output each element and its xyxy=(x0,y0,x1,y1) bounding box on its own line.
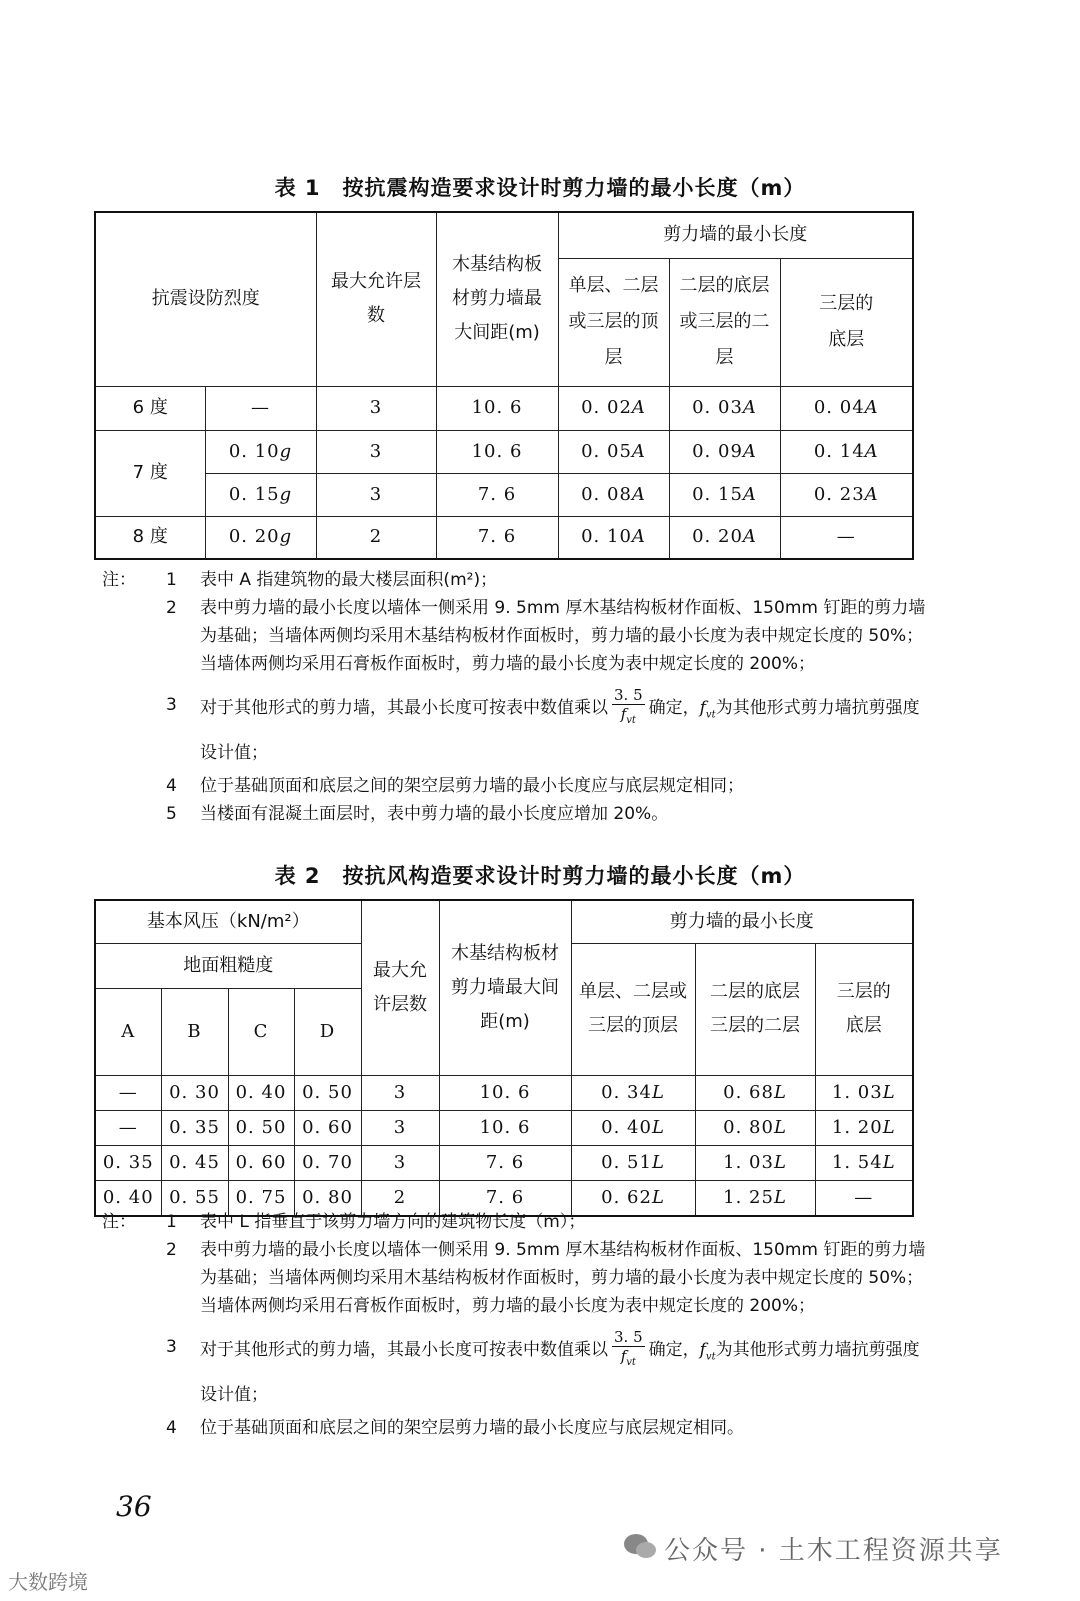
t1-header-sub2: 二层的底层或三层的二层 xyxy=(669,258,780,386)
formula-fraction: $\frac{3. 5}{f_{vt}}$ xyxy=(614,686,643,726)
t1-header-max-spacing: 木基结构板材剪力墙最大间距(m) xyxy=(436,212,558,386)
t2-row1-v3: 1. 03L xyxy=(815,1075,913,1110)
table2 xyxy=(94,899,914,1217)
t2-header-max-floors: 最大允许层数 xyxy=(361,900,439,1075)
t1-header-sub3: 三层的底层 xyxy=(780,258,913,386)
t1-header-sub1: 单层、二层或三层的顶层 xyxy=(558,258,669,386)
t1-row4-floors: 2 xyxy=(316,516,436,559)
t1-row1-acc: — xyxy=(205,386,316,430)
wechat-icon xyxy=(622,1532,658,1562)
t2-row4-b: 0. 55 xyxy=(161,1180,228,1216)
t1-row1-degree: 6 度 xyxy=(95,386,205,430)
t1-note1: 表中 A 指建筑物的最大楼层面积(m²)； xyxy=(200,570,498,590)
t1-row1-floors: 3 xyxy=(316,386,436,430)
t1-row4-v1: 0. 10A xyxy=(558,516,669,559)
table1-notes: 注： 1 表中 A 指建筑物的最大楼层面积(m²)； 2 表中剪力墙的最小长度以墙体一侧采用 9. 5mm 厚木基结构板材作面板、150mm 钉距的剪力墙为基础；当墙体两侧均采用木基结构板材作面板时，剪力墙的最小长度为表中规定长度的 50%；当墙体两侧均采用石膏板作面板时，剪力墙的最小长度为表中规定长度的 200%； 3 对于其他形式的剪力墙，其最小长度可按表中数值乘以 $\frac{3. 5}{f_{vt}}$ 确定，$f_{vt}$为其他形式剪力墙抗剪强度设计值； 4 位于基础顶面和底层之间的架空层剪力墙的最小长度应与底层规定相同； 5 当楼面有混凝土面层时，表中剪力墙的最小长度应增加 20%。 xyxy=(102,570,926,825)
table2-notes: 注： 1 表中 L 指垂直于该剪力墙方向的建筑物长度（m）； 2 表中剪力墙的最小长度以墙体一侧采用 9. 5mm 厚木基结构板材作面板、150mm 钉距的剪力墙为基础；当墙体两侧均采用木基结构板材作面板时，剪力墙的最小长度为表中规定长度的 50%；当墙体两侧均采用石膏板作面板时，剪力墙的最小长度为表中规定长度的 200%； 3 对于其他形式的剪力墙，其最小长度可按表中数值乘以 $\frac{3. 5}{f_{vt}}$ 确定，$f_{vt}$为其他形式剪力墙抗剪强度设计值； 4 位于基础顶面和底层之间的架空层剪力墙的最小长度应与底层规定相同。 xyxy=(102,1212,926,1439)
t1-row1-v3: 0. 04A xyxy=(780,386,913,430)
t1-header-intensity: 抗震设防烈度 xyxy=(95,212,316,386)
t1-row3-v2: 0. 15A xyxy=(669,473,780,516)
t2-row4-spacing: 7. 6 xyxy=(439,1180,571,1216)
t2-header-d: D xyxy=(294,988,361,1075)
t2-row3-d: 0. 70 xyxy=(294,1145,361,1180)
t1-row2-degree: 7 度 xyxy=(95,430,205,516)
t2-note2: 表中剪力墙的最小长度以墙体一侧采用 9. 5mm 厚木基结构板材作面板、150mm 钉距的剪力墙为基础；当墙体两侧均采用木基结构板材作面板时，剪力墙的最小长度为表中规定长度的 50%；当墙体两侧均采用石膏板作面板时，剪力墙的最小长度为表中规定长度的 200%； xyxy=(200,1240,926,1316)
t2-header-b: B xyxy=(161,988,228,1075)
t2-header-max-spacing: 木基结构板材剪力墙最大间距(m) xyxy=(439,900,571,1075)
t1-row3-v3: 0. 23A xyxy=(780,473,913,516)
t1-row2-v3: 0. 14A xyxy=(780,430,913,473)
t2-row3-a: 0. 35 xyxy=(95,1145,161,1180)
t1-row4-v3: — xyxy=(780,516,913,559)
t2-row1-a: — xyxy=(95,1075,161,1110)
t1-row4-spacing: 7. 6 xyxy=(436,516,558,559)
t2-row3-b: 0. 45 xyxy=(161,1145,228,1180)
page-number: 36 xyxy=(116,1490,152,1523)
t1-row3-spacing: 7. 6 xyxy=(436,473,558,516)
t2-note4: 位于基础顶面和底层之间的架空层剪力墙的最小长度应与底层规定相同。 xyxy=(200,1418,744,1439)
t2-row4-d: 0. 80 xyxy=(294,1180,361,1216)
t2-row4-c: 0. 75 xyxy=(228,1180,294,1216)
t1-row4-acc: 0. 20g xyxy=(205,516,316,559)
table1-title: 表 1 按抗震构造要求设计时剪力墙的最小长度（m） xyxy=(274,176,806,200)
t1-header-max-floors: 最大允许层数 xyxy=(316,212,436,386)
t2-row1-spacing: 10. 6 xyxy=(439,1075,571,1110)
t2-row1-c: 0. 40 xyxy=(228,1075,294,1110)
t2-row2-spacing: 10. 6 xyxy=(439,1110,571,1145)
t2-row2-a: — xyxy=(95,1110,161,1145)
formula-fraction-2: $\frac{3. 5}{f_{vt}}$ xyxy=(614,1328,643,1368)
t2-row2-floors: 3 xyxy=(361,1110,439,1145)
t2-header-min-length: 剪力墙的最小长度 xyxy=(571,900,913,943)
t2-row2-v3: 1. 20L xyxy=(815,1110,913,1145)
t1-row1-spacing: 10. 6 xyxy=(436,386,558,430)
t2-row4-floors: 2 xyxy=(361,1180,439,1216)
t1-note4: 位于基础顶面和底层之间的架空层剪力墙的最小长度应与底层规定相同； xyxy=(200,776,744,797)
t2-row2-b: 0. 35 xyxy=(161,1110,228,1145)
t2-row2-v1: 0. 40L xyxy=(571,1110,695,1145)
t2-row3-floors: 3 xyxy=(361,1145,439,1180)
t1-note2: 表中剪力墙的最小长度以墙体一侧采用 9. 5mm 厚木基结构板材作面板、150mm 钉距的剪力墙为基础；当墙体两侧均采用木基结构板材作面板时，剪力墙的最小长度为表中规定长度的 50%；当墙体两侧均采用石膏板作面板时，剪力墙的最小长度为表中规定长度的 200%； xyxy=(200,598,926,674)
t2-row3-v2: 1. 03L xyxy=(695,1145,815,1180)
corner-mark: 大数跨境 xyxy=(8,1570,88,1594)
t1-note5: 当楼面有混凝土面层时，表中剪力墙的最小长度应增加 20%。 xyxy=(200,804,669,825)
t1-row2-acc: 0. 10g xyxy=(205,430,316,473)
t1-row2-floors: 3 xyxy=(316,430,436,473)
t1-row3-acc: 0. 15g xyxy=(205,473,316,516)
t1-row3-floors: 3 xyxy=(316,473,436,516)
t1-header-min-length: 剪力墙的最小长度 xyxy=(558,212,913,258)
t1-row2-v1: 0. 05A xyxy=(558,430,669,473)
t1-row4-v2: 0. 20A xyxy=(669,516,780,559)
t2-row1-v2: 0. 68L xyxy=(695,1075,815,1110)
t2-row1-v1: 0. 34L xyxy=(571,1075,695,1110)
t2-row1-floors: 3 xyxy=(361,1075,439,1110)
t2-row3-v1: 0. 51L xyxy=(571,1145,695,1180)
t2-header-c: C xyxy=(228,988,294,1075)
t1-row2-v2: 0. 09A xyxy=(669,430,780,473)
t2-row3-spacing: 7. 6 xyxy=(439,1145,571,1180)
table2-title: 表 2 按抗风构造要求设计时剪力墙的最小长度（m） xyxy=(274,864,806,888)
t2-header-sub3: 三层的底层 xyxy=(815,943,913,1075)
t1-row1-v2: 0. 03A xyxy=(669,386,780,430)
t1-row4-degree: 8 度 xyxy=(95,516,205,559)
t2-row2-d: 0. 60 xyxy=(294,1110,361,1145)
t2-row1-b: 0. 30 xyxy=(161,1075,228,1110)
t2-row1-d: 0. 50 xyxy=(294,1075,361,1110)
t1-row3-v1: 0. 08A xyxy=(558,473,669,516)
watermark-text: 公众号 · 土木工程资源共享 xyxy=(664,1536,1003,1566)
t2-note1: 表中 L 指垂直于该剪力墙方向的建筑物长度（m）； xyxy=(200,1212,586,1232)
t2-header-sub2: 二层的底层三层的二层 xyxy=(695,943,815,1075)
t2-row4-v2: 1. 25L xyxy=(695,1180,815,1216)
t2-header-a: A xyxy=(95,988,161,1075)
t2-row2-c: 0. 50 xyxy=(228,1110,294,1145)
t2-row3-v3: 1. 54L xyxy=(815,1145,913,1180)
t1-row2-spacing: 10. 6 xyxy=(436,430,558,473)
t2-row2-v2: 0. 80L xyxy=(695,1110,815,1145)
t2-header-roughness: 地面粗糙度 xyxy=(95,943,361,988)
t1-row1-v1: 0. 02A xyxy=(558,386,669,430)
t2-header-sub1: 单层、二层或三层的顶层 xyxy=(571,943,695,1075)
table1 xyxy=(94,211,914,560)
t2-row4-v3: — xyxy=(815,1180,913,1216)
t2-row4-v1: 0. 62L xyxy=(571,1180,695,1216)
t2-row4-a: 0. 40 xyxy=(95,1180,161,1216)
t2-row3-c: 0. 60 xyxy=(228,1145,294,1180)
t2-header-wind: 基本风压（kN/m²） xyxy=(95,900,361,943)
